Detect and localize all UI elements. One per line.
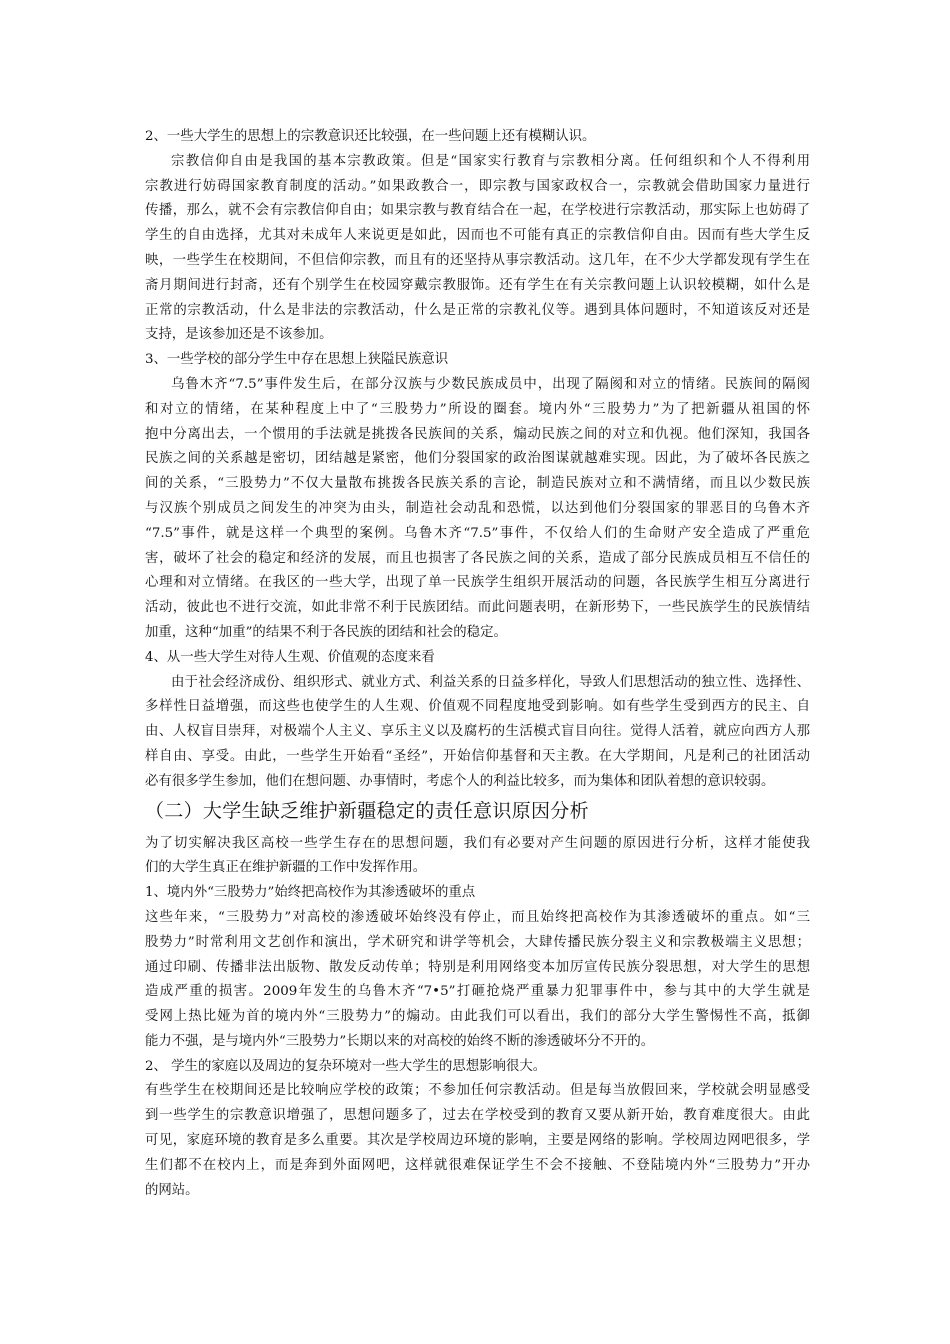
text-line: 宗教信仰自由是我国的基本宗教政策。但是“国家实行教育与宗教相分离。任何组织和个人不得利用 [171,153,810,169]
paragraph-cause-2 [145,1079,810,1203]
text-line: 3、一些学校的部分学生中存在思想上狭隘民族意识 [145,352,449,368]
text-line: 抱中分离出去，一个惯用的手法就是挑拨各民族间的关系，煽动民族之间的对立和仇视。他们深知，我国各 [145,426,810,442]
text-line: 股势力”时常利用文艺创作和演出，学术研究和讲学等机会，大肆传播民族分裂主义和宗教极端主义思想； [145,934,810,950]
text-line: 为了切实解决我区高校一些学生存在的思想问题，我们有必要对产生问题的原因进行分析，这样才能使我 [145,835,810,851]
text-line: 通过印刷、传播非法出版物、散发反动传单；特别是利用网络变本加厉宣传民族分裂思想，对大学生的思想 [145,959,810,975]
text-line: 映，一些学生在校期间，不但信仰宗教，而且有的还坚持从事宗教活动。这几年，在不少大学都发现有学生在 [145,252,810,268]
text-line: 样自由、享受。由此，一些学生开始看“圣经”，开始信仰基督和天主教。在大学期间，凡是利己的社团活动 [145,748,810,764]
text-line: 间的关系，“三股势力”不仅大量散布挑拨各民族关系的言论，制造民族对立和不满情绪，而且以少数民族 [145,476,810,492]
text-line: 正常的宗教活动，什么是非法的宗教活动，什么是正常的宗教礼仪等。遇到具体问题时，不知道该反对还是 [145,302,810,318]
text-line: 2、一些大学生的思想上的宗教意识还比较强，在一些问题上还有模糊认识。 [145,129,596,144]
text-line: 多样性日益增强，而这些也使学生的人生观、价值观不同程度地受到影响。如有些学生受到西方的民主、自 [145,699,810,715]
heading-item-2 [145,125,810,150]
text-line: 1、境内外“三股势力”始终把高校作为其渗透破坏的重点 [145,885,476,901]
text-line: 支持，是该参加还是不该参加。 [145,327,333,343]
text-line: 由、人权盲目崇拜，对极端个人主义、享乐主义以及腐朽的生活模式盲目向往。觉得人活着，就应向西方人那 [145,724,810,740]
paragraph-intro [145,832,810,882]
heading-item-3 [145,348,810,373]
document-page [145,125,810,1203]
text-line: 学生的自由选择，尤其对未成年人来说更是如此，因而也不可能有真正的宗教信仰自由。因而有些大学生反 [145,228,810,244]
text-line: 2、 学生的家庭以及周边的复杂环境对一些大学生的思想影响很大。 [145,1058,547,1074]
text-line: 到一些学生的宗教意识增强了，思想问题多了，过去在学校受到的教育又要从新开始，教育难度很大。由此 [145,1108,810,1124]
paragraph-values [145,671,810,795]
heading-cause-2 [145,1055,810,1080]
paragraph-ethnic [145,373,810,646]
text-line: “7.5”事件，就是这样一个典型的案例。乌鲁木齐“7.5”事件，不仅给人们的生命财产安全造成了严重危 [145,525,810,541]
text-line: 心理和对立情绪。在我区的一些大学，出现了单一民族学生组织开展活动的问题，各民族学生相互分离进行 [145,575,810,591]
text-line: 活动，彼此也不进行交流，如此非常不利于民族团结。而此问题表明，在新形势下，一些民族学生的民族情结 [145,600,810,616]
text-line: 加重，这种“加重”的结果不利于各民族的团结和社会的稳定。 [145,624,507,640]
text-line: 可见，家庭环境的教育是多么重要。其次是学校周边环境的影响，主要是网络的影响。学校周边网吧很多，学 [145,1133,810,1149]
text-line: 传播，那么，就不会有宗教信仰自由；如果宗教与教育结合在一起，在学校进行宗教活动，那实际上也妨碍了 [145,203,810,219]
text-line: 们的大学生真正在维护新疆的工作中发挥作用。 [145,860,427,876]
text-line: 必有很多学生参加，他们在想问题、办事情时，考虑个人的利益比较多，而为集体和团队着想的意识较弱。 [145,773,775,789]
section-title [145,796,810,826]
text-line: 宗教进行妨碍国家教育制度的活动。”如果政教合一，即宗教与国家政权合一，宗教就会借助国家力量进行 [145,178,810,194]
text-line: 生们都不在校内上，而是奔到外面网吧，这样就很难保证学生不会不接触、不登陆境内外“三股势力”开办 [145,1157,810,1173]
text-line: 有些学生在校期间还是比较响应学校的政策；不参加任何宗教活动。但是每当放假回来，学校就会明显感受 [145,1083,810,1099]
text-line: 和对立的情绪，在某种程度上中了“三股势力”所设的圈套。境内外“三股势力”为了把新疆从祖国的怀 [145,401,810,417]
text-line: 这些年来，“三股势力”对高校的渗透破坏始终没有停止，而且始终把高校作为其渗透破坏的重点。如“三 [145,909,810,925]
paragraph-religion [145,150,810,348]
paragraph-cause-1 [145,906,810,1055]
text-line: 受网上热比娅为首的境内外“三股势力”的煽动。由此我们可以看出，我们的部分大学生警惕性不高，抵御 [145,1009,810,1025]
heading-item-4 [145,646,810,671]
text-line: 的网站。 [145,1182,199,1198]
text-line: 乌鲁木齐“7.5”事件发生后，在部分汉族与少数民族成员中，出现了隔阂和对立的情绪。民族间的隔阂 [171,376,810,392]
text-line: 4、从一些大学生对待人生观、价值观的态度来看 [145,649,435,665]
heading-cause-1 [145,881,810,906]
text-line: 与汉族个别成员之间发生的冲突为由头，制造社会动乱和恐慌，以达到他们分裂国家的罪恶目的乌鲁木齐 [145,500,810,516]
text-line: 能力不强，是与境内外“三股势力”长期以来的对高校的始终不断的渗透破坏分不开的。 [145,1033,655,1049]
text-line: 害，破坏了社会的稳定和经济的发展，而且也损害了各民族之间的关系，造成了部分民族成员相互不信任的 [145,550,810,566]
text-line: 民族之间的关系越是密切，团结越是紧密，他们分裂国家的政治图谋就越难实现。因此，为了破坏各民族之 [145,451,810,467]
text-line: 由于社会经济成份、组织形式、就业方式、利益关系的日益多样化，导致人们思想活动的独立性、选择性、 [171,674,810,690]
section-heading: （二）大学生缺乏维护新疆稳定的责任意识原因分析 [145,799,589,822]
text-line: 斋月期间进行封斋，还有个别学生在校园穿戴宗教服饰。还有学生在有关宗教问题上认识较模糊，如什么是 [145,277,810,293]
text-line: 造成严重的损害。2009年发生的乌鲁木齐“7•5”打砸抢烧严重暴力犯罪事件中，参与其中的大学生就是 [145,984,810,1000]
